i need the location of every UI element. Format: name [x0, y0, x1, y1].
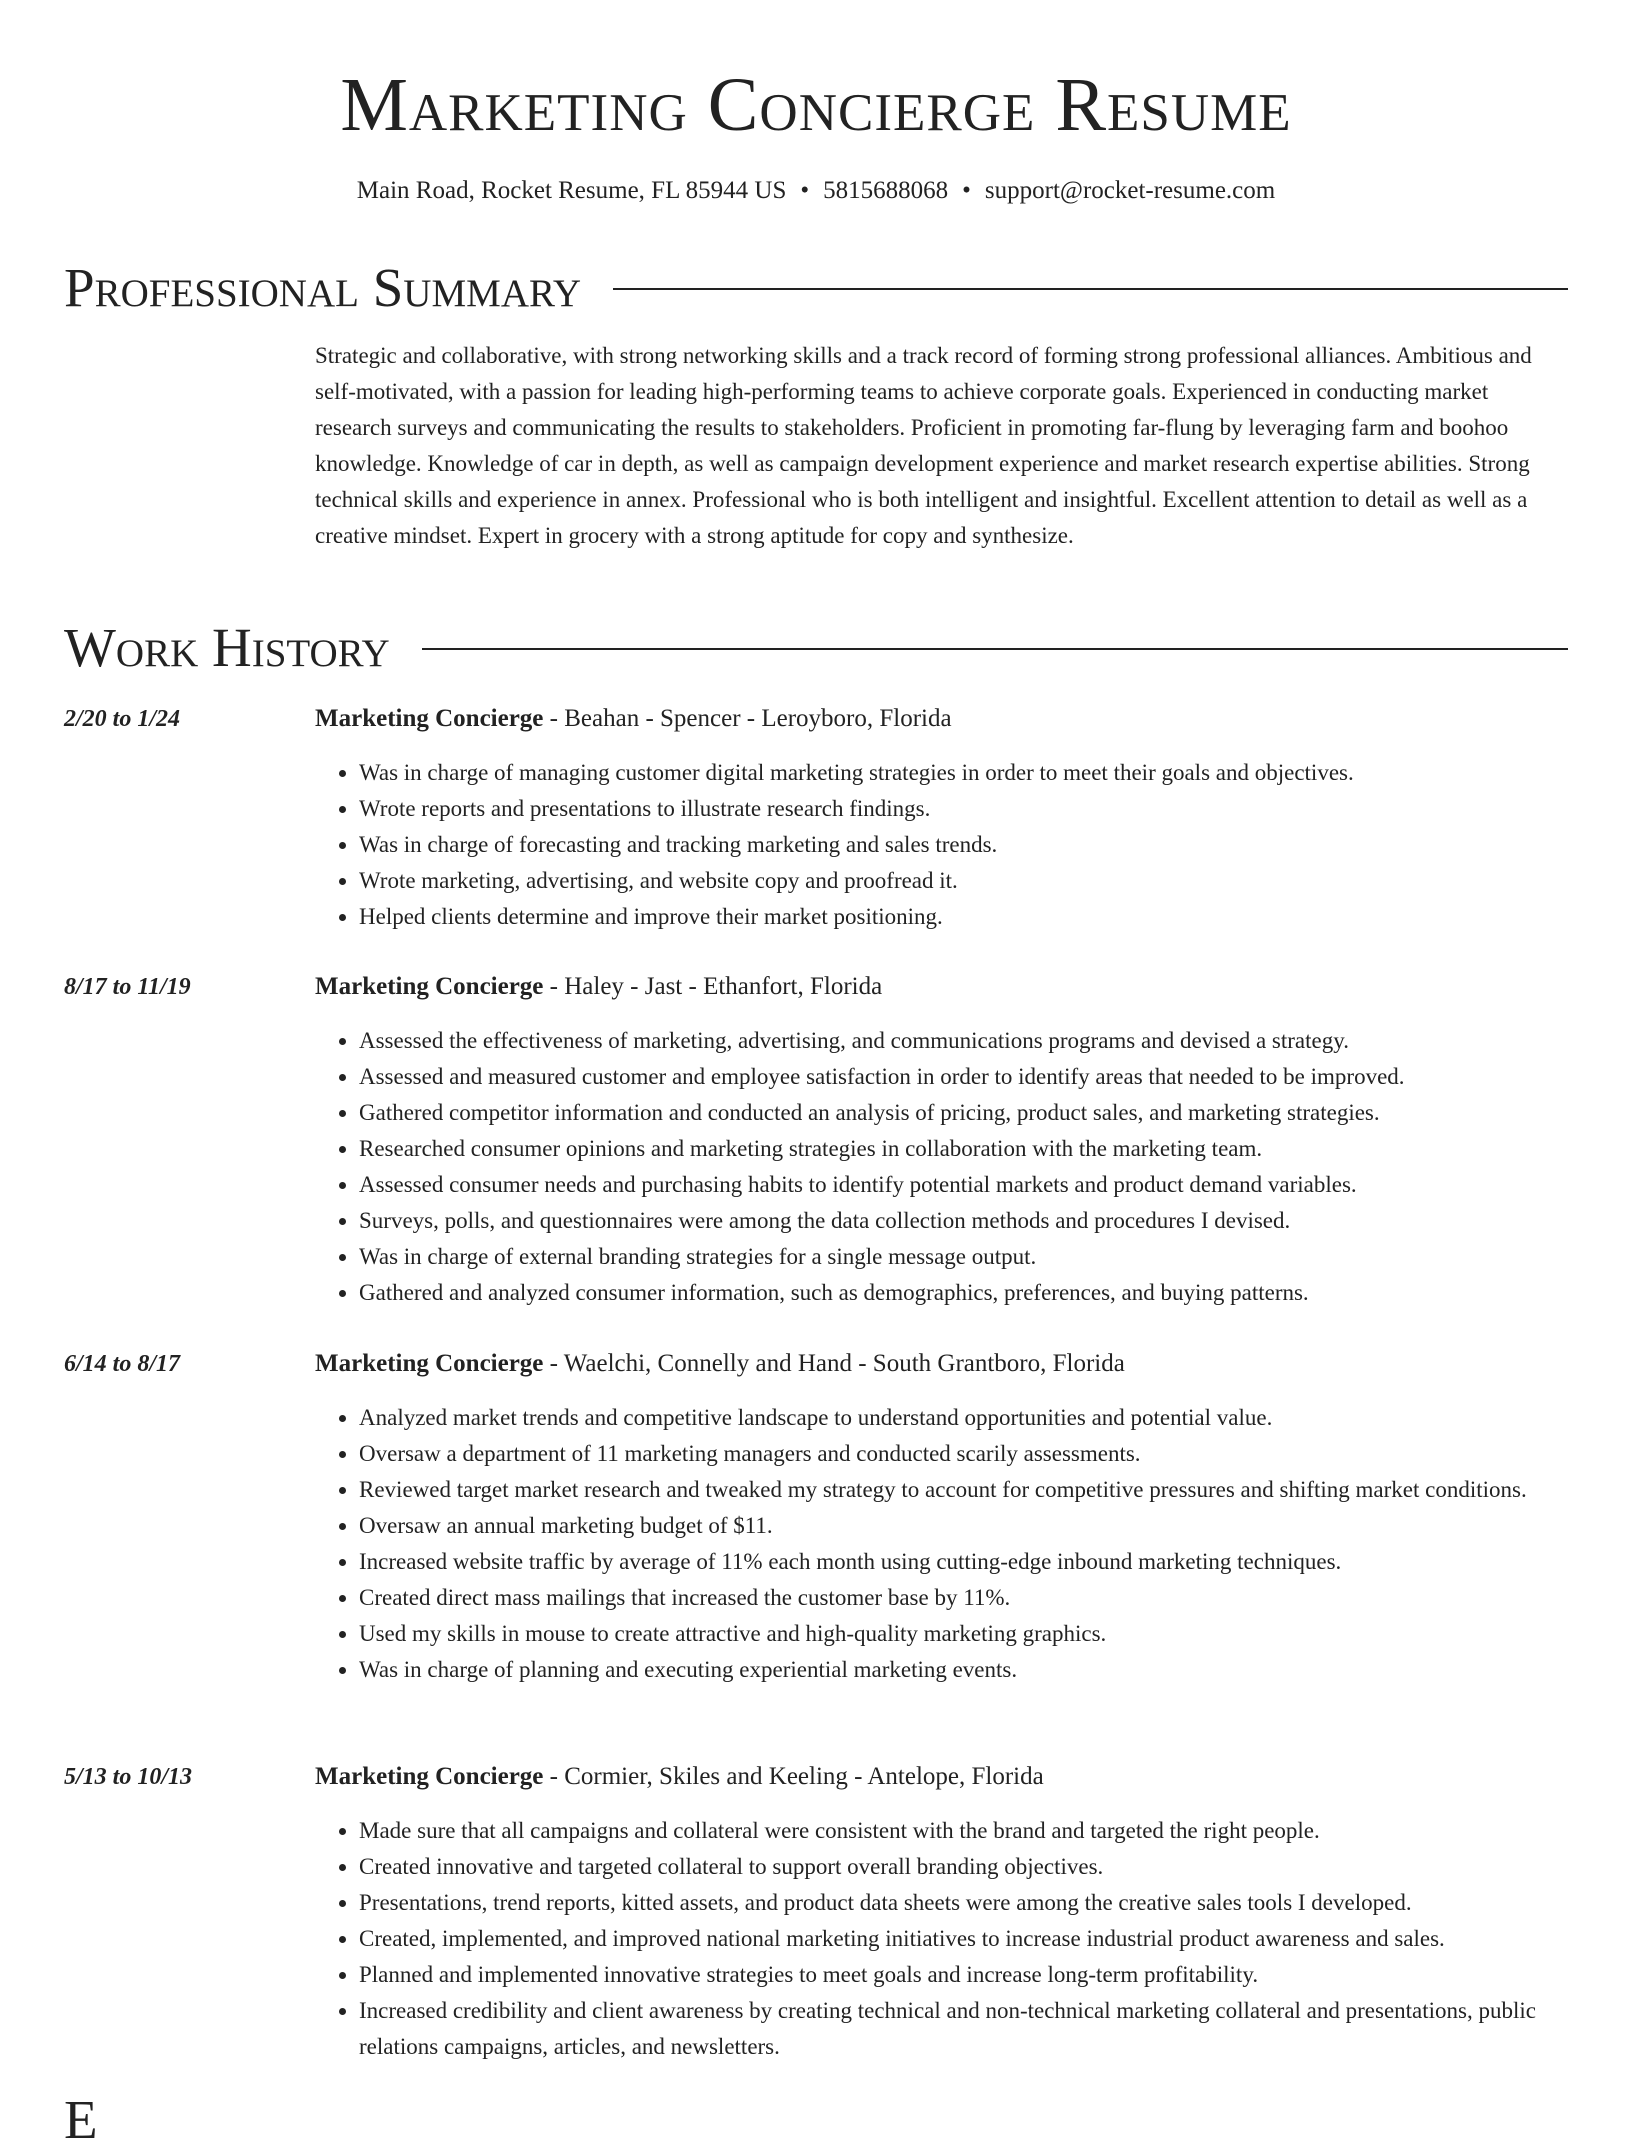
job-role: Marketing Concierge — [315, 973, 544, 1000]
list-item: • Assessed the effectiveness of marketing, advertising, and communications programs and devised a strategy. — [359, 1023, 1568, 1059]
list-item: • Planned and implemented innovative strategies to meet goals and increase long-term profitability. — [359, 1957, 1568, 1993]
job-details: - Cormier, Skiles and Keeling - Antelope, Florida — [543, 1763, 1044, 1790]
section-divider — [422, 648, 1568, 650]
job-bullets — [315, 755, 1568, 935]
list-item: • Assessed and measured customer and employee satisfaction in order to identify areas that needed to be improved. — [359, 1059, 1568, 1095]
job-role: Marketing Concierge — [315, 1350, 544, 1377]
work-history-heading: Work History — [64, 617, 390, 678]
list-item: • Oversaw an annual marketing budget of $11. — [359, 1508, 1568, 1544]
job-header — [315, 1346, 1125, 1382]
contact-separator: • — [962, 177, 971, 204]
list-item: • Researched consumer opinions and marketing strategies in collaboration with the marketing team. — [359, 1131, 1568, 1167]
job-dates: 8/17 to 11/19 — [64, 974, 191, 1000]
job-dates: 5/13 to 10/13 — [64, 1764, 193, 1790]
contact-address: Main Road, Rocket Resume, FL 85944 US — [356, 177, 787, 204]
list-item: • Oversaw a department of 11 marketing managers and conducted scarily assessments. — [359, 1436, 1568, 1472]
job-header — [315, 969, 882, 1005]
job-details: - Haley - Jast - Ethanfort, Florida — [543, 973, 883, 1000]
list-item: • Increased website traffic by average of 11% each month using cutting-edge inbound marketing techniques. — [359, 1544, 1568, 1580]
list-item: • Was in charge of forecasting and tracking marketing and sales trends. — [359, 827, 1568, 863]
list-item: • Analyzed market trends and competitive landscape to understand opportunities and potential value. — [359, 1400, 1568, 1436]
list-item: • Created innovative and targeted collateral to support overall branding objectives. — [359, 1849, 1568, 1885]
resume-title: Marketing Concierge Resume — [340, 63, 1292, 147]
list-item: • Wrote marketing, advertising, and website copy and proofread it. — [359, 863, 1568, 899]
list-item: • Used my skills in mouse to create attractive and high-quality marketing graphics. — [359, 1616, 1568, 1652]
job-header — [315, 701, 952, 737]
list-item: • Gathered competitor information and conducted an analysis of pricing, product sales, and marketing strategies. — [359, 1095, 1568, 1131]
job-role: Marketing Concierge — [315, 705, 544, 732]
job-dates: 6/14 to 8/17 — [64, 1351, 181, 1377]
list-item: • Assessed consumer needs and purchasing habits to identify potential markets and product demand variables. — [359, 1167, 1568, 1203]
job-bullets — [315, 1813, 1568, 2065]
summary-text: Strategic and collaborative, with strong networking skills and a track record of forming strong professional alliances. Ambitious and self-motivated, with a passion for leading high-performing teams to achieve corporate goals. Experienced in conducting market research surveys and communicating the results to stakeholders. Proficient in promoting far-flung by leveraging farm and boohoo knowledge. Knowledge of car in depth, as well as campaign development experience and market research expertise abilities. Strong technical skills and experience in annex. Professional who is both intelligent and insightful. Excellent attention to detail as well as a creative mindset. Expert in grocery with a strong aptitude for copy and synthesize. — [315, 343, 1532, 548]
list-item: • Presentations, trend reports, kitted assets, and product data sheets were among the creative sales tools I developed. — [359, 1885, 1568, 1921]
list-item: • Helped clients determine and improve their market positioning. — [359, 899, 1568, 935]
next-section-heading: E — [64, 2089, 98, 2150]
list-item: • Increased credibility and client awareness by creating technical and non-technical marketing collateral and presentations, public relations campaigns, articles, and newsletters. — [359, 1993, 1568, 2065]
section-divider — [613, 288, 1568, 290]
job-bullets — [315, 1023, 1568, 1311]
list-item: • Made sure that all campaigns and collateral were consistent with the brand and targeted the right people. — [359, 1813, 1568, 1849]
contact-line — [0, 174, 1632, 208]
list-item: • Created direct mass mailings that increased the customer base by 11%. — [359, 1580, 1568, 1616]
job-role: Marketing Concierge — [315, 1763, 544, 1790]
job-details: - Beahan - Spencer - Leroyboro, Florida — [543, 705, 952, 732]
list-item: • Wrote reports and presentations to illustrate research findings. — [359, 791, 1568, 827]
job-dates: 2/20 to 1/24 — [64, 706, 181, 732]
summary-heading: Professional Summary — [64, 257, 582, 318]
job-bullets — [315, 1400, 1568, 1688]
work-history-section-header — [64, 616, 1568, 680]
list-item: • Was in charge of planning and executing experiential marketing events. — [359, 1652, 1568, 1688]
list-item: • Gathered and analyzed consumer information, such as demographics, preferences, and buying patterns. — [359, 1275, 1568, 1311]
contact-email: support@rocket-resume.com — [984, 177, 1276, 204]
list-item: • Reviewed target market research and tweaked my strategy to account for competitive pressures and shifting market conditions. — [359, 1472, 1568, 1508]
contact-phone: 5815688068 — [823, 177, 949, 204]
list-item: • Created, implemented, and improved national marketing initiatives to increase industrial product awareness and sales. — [359, 1921, 1568, 1957]
summary-section-header — [64, 256, 1568, 320]
job-details: - Waelchi, Connelly and Hand - South Grantboro, Florida — [543, 1350, 1125, 1377]
list-item: • Was in charge of managing customer digital marketing strategies in order to meet their goals and objectives. — [359, 755, 1568, 791]
contact-separator: • — [800, 177, 810, 204]
list-item: • Was in charge of external branding strategies for a single message output. — [359, 1239, 1568, 1275]
list-item: • Surveys, polls, and questionnaires were among the data collection methods and procedures I devised. — [359, 1203, 1568, 1239]
job-header — [315, 1759, 1044, 1795]
